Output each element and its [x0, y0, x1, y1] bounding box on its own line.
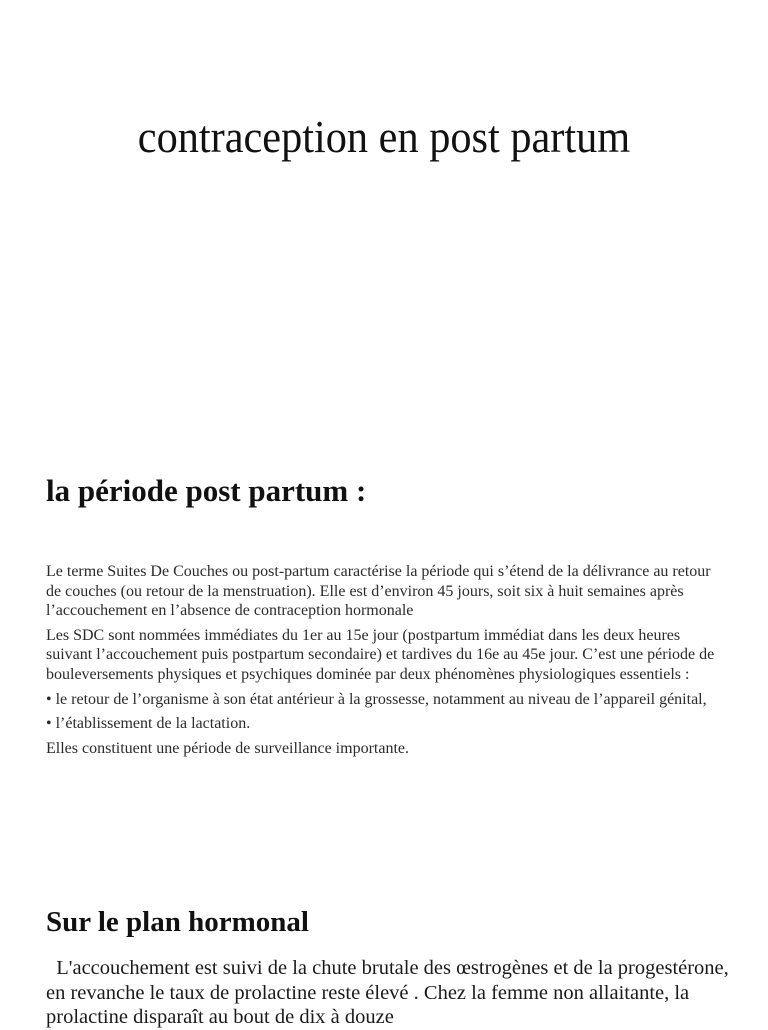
- post-partum-period-body: [46, 562, 726, 758]
- section-heading-hormonal: Sur le plan hormonal: [46, 906, 309, 938]
- page-title: contraception en post partum: [137, 111, 631, 162]
- paragraph-definition: Le terme Suites De Couches ou post-partum caractérise la période qui s’étend de la délivrance au retour de couches (ou retour de la menstruation). Elle est d’environ 45 jours, soit six à huit semaines après l’accouchement en l’absence de contraception hormonale: [46, 563, 711, 620]
- hormonal-body: [46, 956, 736, 1030]
- bullet-lactation: • l’établissement de la lactation.: [46, 715, 251, 733]
- section-heading-post-partum-period: la période post partum :: [46, 473, 367, 508]
- paragraph-sdc-phases: Les SDC sont nommées immédiates du 1er au 15e jour (postpartum immédiat dans les deux heures suivant l’accouchement puis postpartum secondaire) et tardives du 16e au 45e jour. C’est une période de bouleversements physiques et psychiques dominée par deux phénomènes physiologiques essentiels :: [46, 626, 715, 683]
- paragraph-surveillance: Elles constituent une période de surveillance importante.: [46, 739, 409, 757]
- paragraph-hormonal: L'accouchement est suivi de la chute brutale des œstrogènes et de la progestérone, en revanche le taux de prolactine reste élevé . Chez la femme non allaitante, la prolactine disparaît au bout de dix à douze: [46, 957, 734, 1028]
- bullet-organism-return: • le retour de l’organisme à son état antérieur à la grossesse, notamment au niveau de l’appareil génital,: [46, 690, 707, 708]
